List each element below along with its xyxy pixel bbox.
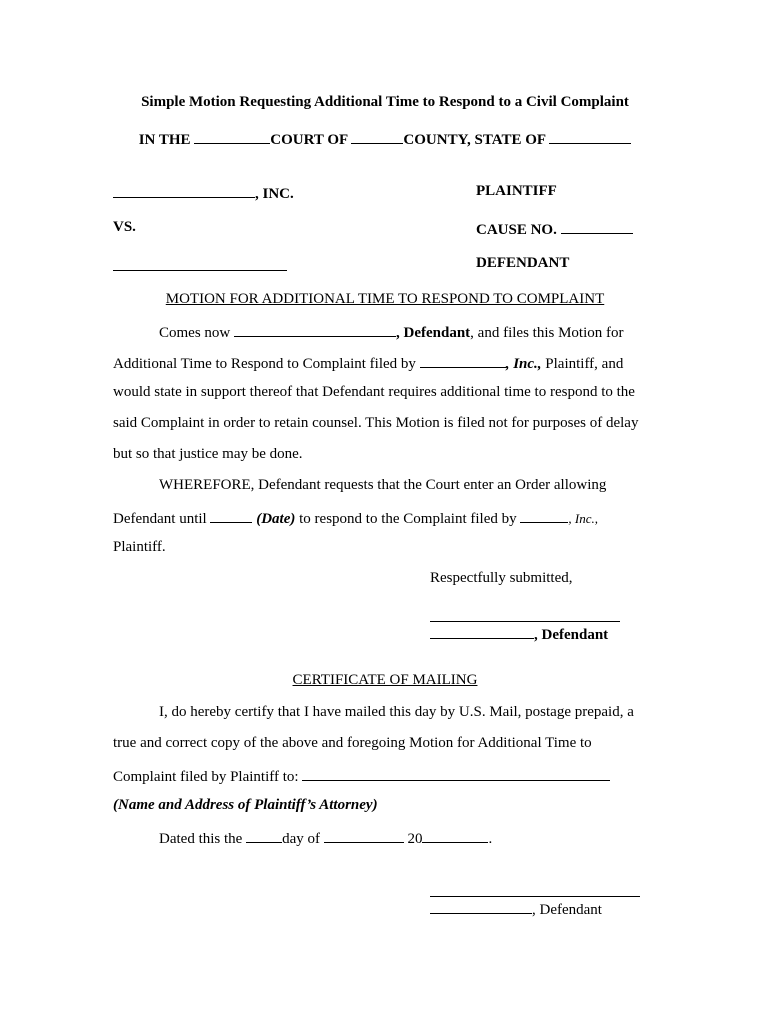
motion-line-4: said Complaint in order to retain counsel. This Motion is filed not for purposes of delay [113, 415, 639, 431]
respectfully-submitted: Respectfully submitted, [430, 570, 573, 586]
court-in-the: IN THE [138, 132, 191, 148]
defendant-until-text: Defendant until [113, 511, 207, 527]
signature-defendant-2 [430, 899, 602, 919]
day-blank[interactable] [246, 828, 282, 843]
certificate-line-3 [113, 766, 610, 786]
motion-line-2 [113, 353, 623, 373]
certificate-heading: CERTIFICATE OF MAILING [292, 672, 478, 688]
year-prefix: 20 [407, 831, 423, 847]
complaint-filed-text: Complaint filed by Plaintiff to: [113, 769, 299, 785]
plaintiff-name-blank-3[interactable] [520, 508, 568, 523]
inc-bold-italic: , Inc., [505, 356, 542, 372]
comes-now-text: Comes now [159, 325, 231, 341]
motion-line-1 [159, 322, 624, 342]
dated-line [159, 828, 492, 848]
county-state-of: COUNTY, STATE OF [403, 132, 546, 148]
plaintiff-name-blank-2[interactable] [420, 353, 506, 368]
signature-defendant-1 [430, 624, 608, 644]
state-blank[interactable] [549, 129, 631, 144]
cause-no-label: CAUSE NO. [476, 222, 557, 238]
signature-name-blank-2[interactable] [430, 899, 532, 914]
county-blank[interactable] [351, 129, 403, 144]
period: . [488, 831, 493, 847]
attorney-blank[interactable] [302, 766, 610, 781]
signature-line-1[interactable] [430, 621, 620, 622]
date-label: (Date) [256, 511, 296, 527]
defendant-bold: , Defendant [396, 325, 471, 341]
month-blank[interactable] [324, 828, 404, 843]
document-title: Simple Motion Requesting Additional Time to Respond to a Civil Complaint [141, 94, 629, 110]
court-of: COURT OF [270, 132, 348, 148]
signature-line-2[interactable] [430, 896, 640, 897]
motion-line-3: would state in support thereof that Defendant requires additional time to respond to the [113, 384, 635, 400]
motion-heading: MOTION FOR ADDITIONAL TIME TO RESPOND TO COMPLAINT [165, 291, 605, 307]
date-blank[interactable] [210, 508, 252, 523]
signature-name-blank-1[interactable] [430, 624, 534, 639]
motion-text-1c: , and files this Motion for [470, 325, 624, 341]
wherefore-line-2 [113, 508, 598, 528]
certificate-line-1: I, do hereby certify that I have mailed this day by U.S. Mail, postage prepaid, a [159, 704, 634, 720]
wherefore-line-3: Plaintiff. [113, 539, 166, 555]
certificate-line-2: true and correct copy of the above and foregoing Motion for Additional Time to [113, 735, 592, 751]
defendant-caption-2: , Defendant [532, 902, 602, 918]
cause-no-blank[interactable] [561, 219, 633, 234]
defendant-caption-1: , Defendant [534, 627, 609, 643]
year-blank[interactable] [422, 828, 488, 843]
day-of-text: day of [282, 831, 320, 847]
plaintiff-name-line [113, 183, 294, 203]
motion-text-2a: Additional Time to Respond to Complaint filed by [113, 356, 416, 372]
cause-number [476, 219, 633, 239]
plaintiff-name-blank[interactable] [113, 183, 255, 198]
attorney-name-address-label: (Name and Address of Plaintiff’s Attorney) [113, 797, 378, 813]
plaintiff-label: PLAINTIFF [476, 183, 557, 199]
defendant-name-blank-2[interactable] [234, 322, 396, 337]
motion-text-2c: Plaintiff, and [541, 356, 624, 372]
plaintiff-inc: , INC. [255, 186, 294, 202]
wherefore-line-1: WHEREFORE, Defendant requests that the Court enter an Order allowing [159, 477, 607, 493]
respond-text: to respond to the Complaint filed by [295, 511, 517, 527]
court-name-blank[interactable] [194, 129, 270, 144]
defendant-label: DEFENDANT [476, 255, 570, 271]
dated-this-text: Dated this the [159, 831, 243, 847]
defendant-name-blank[interactable] [113, 270, 287, 271]
court-line [0, 129, 770, 149]
motion-line-5: but so that justice may be done. [113, 446, 303, 462]
inc-italic: , Inc., [568, 511, 598, 526]
vs-label: VS. [113, 219, 136, 235]
